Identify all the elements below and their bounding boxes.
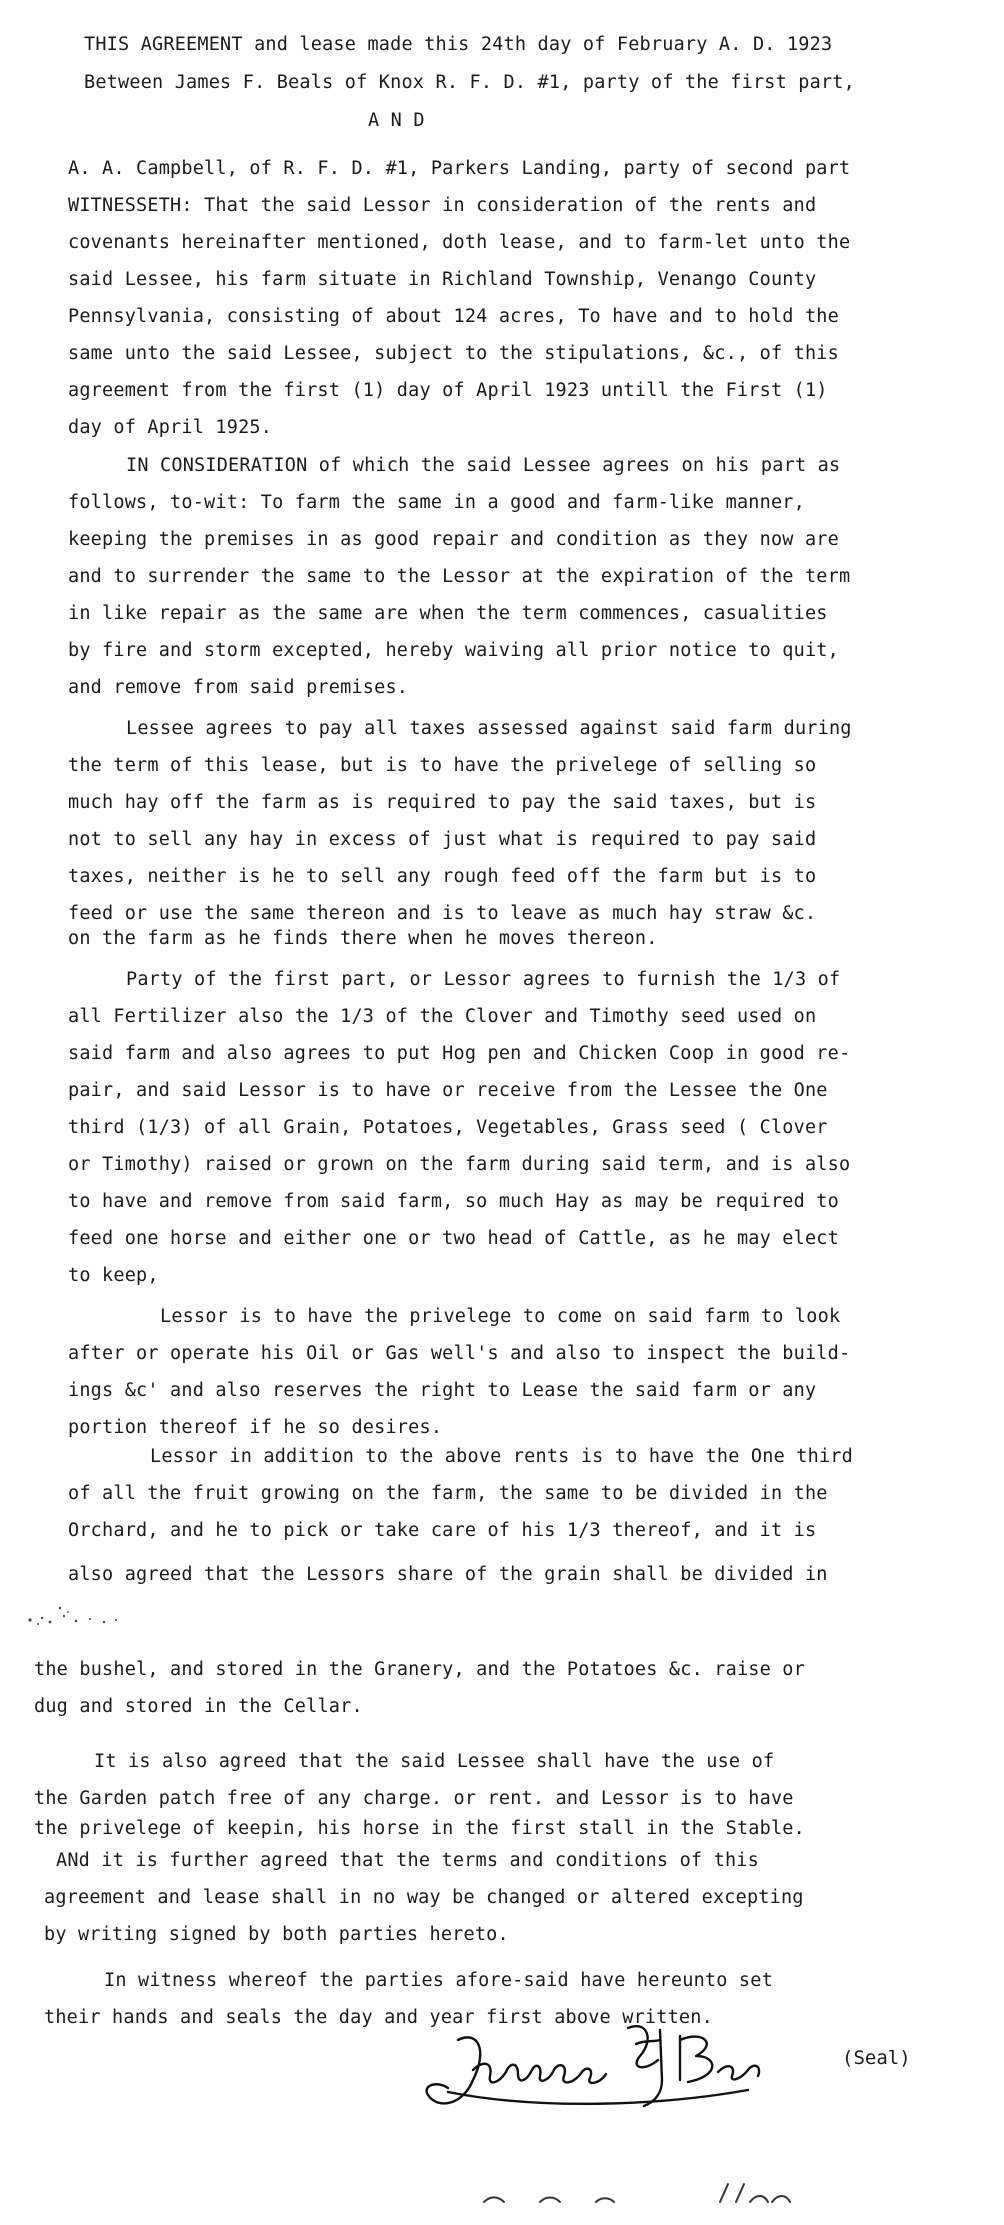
text-line: and remove from said premises. [68,677,409,698]
text-line: In witness whereof the parties afore-said have hereunto set [104,1970,773,1991]
text-line: ANd it is further agreed that the terms and conditions of this [56,1850,759,1871]
partial-signature-remnant [480,2172,800,2212]
text-line: Between James F. Beals of Knox R. F. D. #1, party of the first part, [84,72,855,93]
text-line: Lessor in addition to the above rents is to have the One third [150,1446,853,1467]
text-line: dug and stored in the Cellar. [34,1696,363,1717]
text-line: day of April 1925. [68,417,273,438]
text-line: of all the fruit growing on the farm, the same to be divided in the [68,1483,828,1504]
text-line: to keep, [68,1265,159,1286]
text-line: said Lessee, his farm situate in Richland Township, Venango County [68,269,817,290]
text-line: same unto the said Lessee, subject to the stipulations, &c., of this [68,343,839,364]
text-line: on the farm as he finds there when he moves thereon. [68,928,658,949]
text-line: their hands and seals the day and year first above written. [44,2007,713,2028]
text-line: the bushel, and stored in the Granery, and the Potatoes &c. raise or [34,1659,805,1680]
text-line: by fire and storm excepted, hereby waiving all prior notice to quit, [68,640,839,661]
text-line: WITNESSETH: That the said Lessor in consideration of the rents and [68,195,817,216]
text-line: pair, and said Lessor is to have or receive from the Lessee the One [68,1080,828,1101]
text-line: A N D [368,110,425,131]
text-line: Orchard, and he to pick or take care of his 1/3 thereof, and it is [68,1520,817,1541]
text-line: feed or use the same thereon and is to leave as much hay straw &c. [68,903,817,924]
text-line: covenants hereinafter mentioned, doth lease, and to farm-let unto the [68,232,851,253]
text-line: not to sell any hay in excess of just what is required to pay said [68,829,817,850]
text-line: portion thereof if he so desires. [68,1417,443,1438]
text-line: follows, to-wit: To farm the same in a good and farm-like manner, [68,492,805,513]
text-line: IN CONSIDERATION of which the said Lessee agrees on his part as [126,455,841,476]
text-line: THIS AGREEMENT and lease made this 24th day of February A. D. 1923 [84,34,833,55]
text-line: much hay off the farm as is required to pay the said taxes, but is [68,792,817,813]
text-line: Lessor is to have the privelege to come on said farm to look [160,1306,841,1327]
handwritten-signature [418,2010,818,2120]
text-line: Party of the first part, or Lessor agrees to furnish the 1/3 of [126,969,841,990]
text-line: feed one horse and either one or two head of Cattle, as he may elect [68,1228,839,1249]
text-line: the Garden patch free of any charge. or rent. and Lessor is to have [34,1788,794,1809]
text-line: by writing signed by both parties hereto. [44,1924,509,1945]
text-line: taxes, neither is he to sell any rough feed off the farm but is to [68,866,817,887]
text-line: agreement and lease shall in no way be changed or altered excepting [44,1887,804,1908]
scan-smudge [20,1600,130,1630]
text-line: and to surrender the same to the Lessor at the expiration of the term [68,566,851,587]
text-line: A. A. Campbell, of R. F. D. #1, Parkers Landing, party of second part [68,158,851,179]
text-line: to have and remove from said farm, so much Hay as may be required to [68,1191,839,1212]
text-line: or Timothy) raised or grown on the farm during said term, and is also [68,1154,851,1175]
text-line: It is also agreed that the said Lessee shall have the use of [94,1751,775,1772]
text-line: the privelege of keepin, his horse in the first stall in the Stable. [34,1818,805,1839]
text-line: keeping the premises in as good repair and condition as they now are [68,529,839,550]
seal-label: (Seal) [842,2047,911,2069]
text-line: the term of this lease, but is to have the privelege of selling so [68,755,817,776]
text-line: after or operate his Oil or Gas well's and also to inspect the build- [68,1343,851,1364]
text-line: agreement from the first (1) day of April 1923 untill the First (1) [68,380,828,401]
text-line: ings &c' and also reserves the right to Lease the said farm or any [68,1380,817,1401]
text-line: in like repair as the same are when the term commences, casualities [68,603,828,624]
text-line: third (1/3) of all Grain, Potatoes, Vegetables, Grass seed ( Clover [68,1117,828,1138]
text-line: Lessee agrees to pay all taxes assessed against said farm during [126,718,852,739]
text-line: also agreed that the Lessors share of the grain shall be divided in [68,1564,828,1585]
text-line: said farm and also agrees to put Hog pen and Chicken Coop in good re- [68,1043,851,1064]
text-line: Pennsylvania, consisting of about 124 acres, To have and to hold the [68,306,839,327]
text-line: all Fertilizer also the 1/3 of the Clover and Timothy seed used on [68,1006,817,1027]
